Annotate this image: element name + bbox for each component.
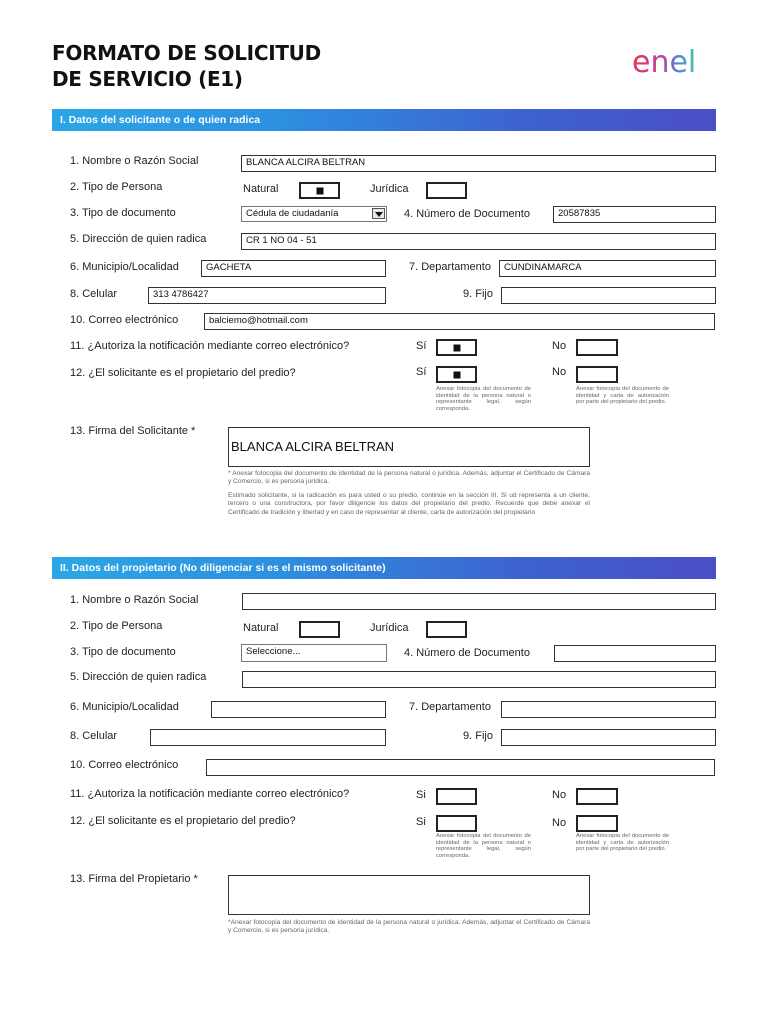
s1-note-si: Anexar fotocopia del documento de identidad de la persona natural o representante legal, según corresponda. xyxy=(436,386,531,412)
s2-celular-label: 8. Celular xyxy=(70,730,118,742)
page-title xyxy=(52,40,321,92)
s2-firma-field[interactable] xyxy=(228,875,590,915)
s1-tipo-doc-value: Cédula de ciudadanía xyxy=(246,208,339,219)
s2-celular-field[interactable] xyxy=(150,729,386,746)
s2-tipo-doc-label: 3. Tipo de documento xyxy=(70,646,176,658)
s1-firma-label: 13. Firma del Solicitante * xyxy=(70,425,196,437)
s1-propietario-no-label: No xyxy=(552,366,567,378)
section-1-header: I. Datos del solicitante o de quien radica xyxy=(52,109,716,131)
s1-autoriza-no-label: No xyxy=(552,340,567,352)
section-2-header: II. Datos del propietario (No diligenciar si es el mismo solicitante) xyxy=(52,557,716,579)
s1-departamento-label: 7. Departamento xyxy=(409,261,491,273)
s1-natural-check-mark xyxy=(316,187,323,194)
title-line-2: DE SERVICIO (E1) xyxy=(52,67,243,91)
s2-propietario-si-checkbox[interactable] xyxy=(436,815,477,832)
enel-logo xyxy=(632,44,718,83)
s1-fijo-label: 9. Fijo xyxy=(463,288,493,300)
s2-departamento-field[interactable] xyxy=(501,701,716,718)
s2-propietario-si-label: Si xyxy=(416,816,426,828)
s1-autoriza-si-checkbox[interactable] xyxy=(436,339,477,356)
s1-municipio-field[interactable]: GACHETA xyxy=(201,260,386,277)
s2-note-si: Anexar fotocopia del documento de identidad de la persona natural o representante legal, según corresponda. xyxy=(436,833,531,859)
s1-natural-checkbox[interactable] xyxy=(299,182,340,199)
s1-fijo-field[interactable] xyxy=(501,287,716,304)
s2-autoriza-si-label: Si xyxy=(416,789,426,801)
s2-tipo-doc-select[interactable]: Seleccione... xyxy=(241,644,387,662)
s1-firma-note: * Anexar fotocopia del documento de identidad de la persona natural o jurídica. Además, adjuntar el Certificado de Cámara y Comercio, si es persona jurídica. xyxy=(228,470,590,486)
s2-municipio-label: 6. Municipio/Localidad xyxy=(70,701,179,713)
s2-num-doc-label: 4. Número de Documento xyxy=(404,647,530,659)
s1-departamento-field[interactable]: CUNDINAMARCA xyxy=(499,260,716,277)
s1-celular-field[interactable]: 313 4786427 xyxy=(148,287,386,304)
s2-firma-label: 13. Firma del Propietario * xyxy=(70,873,198,885)
s1-correo-label: 10. Correo electrónico xyxy=(70,314,179,326)
s2-propietario-label: 12. ¿El solicitante es el propietario del predio? xyxy=(70,815,296,827)
title-line-1: FORMATO DE SOLICITUD xyxy=(52,41,321,65)
s1-direccion-label: 5. Dirección de quien radica xyxy=(70,233,207,245)
svg-text:enel: enel xyxy=(632,45,697,78)
s1-propietario-si-label: Sí xyxy=(416,366,427,378)
s1-natural-label: Natural xyxy=(243,183,279,195)
s1-juridica-checkbox[interactable] xyxy=(426,182,467,199)
s1-direccion-field[interactable]: CR 1 NO 04 - 51 xyxy=(241,233,716,250)
s1-firma-field[interactable]: BLANCA ALCIRA BELTRAN xyxy=(228,427,590,467)
s2-nombre-label: 1. Nombre o Razón Social xyxy=(70,594,199,606)
s2-note-no: Anexar fotocopia del documento de identidad y carta de autorización por parte del propietario del predio. xyxy=(576,833,669,853)
s1-propietario-si-mark xyxy=(453,371,460,378)
s1-estimado-note: Estimado solicitante, si la radicación es para usted o su predio, continúe en la sección III. Si ud representa a un cliente, tercero o una constructora, por favor diligencie los datos del propietario del predio. Recuerde que debe anexar el Certificado de tradición y libertad y en caso de representar al cliente, carta de autorización del propietario xyxy=(228,492,590,516)
s2-fijo-field[interactable] xyxy=(501,729,716,746)
s1-note-no: Anexar fotocopia del documento de identidad y carta de autorización por parte del propietario del predio. xyxy=(576,386,669,406)
s1-celular-label: 8. Celular xyxy=(70,288,118,300)
s2-tipo-persona-label: 2. Tipo de Persona xyxy=(70,620,163,632)
s2-nombre-field[interactable] xyxy=(242,593,716,610)
s2-autoriza-no-label: No xyxy=(552,789,567,801)
s1-municipio-label: 6. Municipio/Localidad xyxy=(70,261,179,273)
s1-num-doc-field[interactable]: 20587835 xyxy=(553,206,716,223)
s1-nombre-field[interactable]: BLANCA ALCIRA BELTRAN xyxy=(241,155,716,172)
s2-num-doc-field[interactable] xyxy=(554,645,716,662)
s1-tipo-persona-label: 2. Tipo de Persona xyxy=(70,181,163,193)
s2-departamento-label: 7. Departamento xyxy=(409,701,491,713)
s2-correo-label: 10. Correo electrónico xyxy=(70,759,179,771)
s2-propietario-no-checkbox[interactable] xyxy=(576,815,618,832)
s2-direccion-field[interactable] xyxy=(242,671,716,688)
s1-autoriza-label: 11. ¿Autoriza la notificación mediante correo electrónico? xyxy=(70,340,350,352)
s1-propietario-no-checkbox[interactable] xyxy=(576,366,618,383)
s2-natural-checkbox[interactable] xyxy=(299,621,340,638)
s1-autoriza-si-mark xyxy=(453,344,460,351)
s2-autoriza-si-checkbox[interactable] xyxy=(436,788,477,805)
s2-fijo-label: 9. Fijo xyxy=(463,730,493,742)
s2-correo-field[interactable] xyxy=(206,759,715,776)
s1-juridica-label: Jurídica xyxy=(370,183,409,195)
s1-autoriza-no-checkbox[interactable] xyxy=(576,339,618,356)
chevron-down-icon[interactable] xyxy=(372,208,385,219)
s2-juridica-label: Jurídica xyxy=(370,622,409,634)
s1-tipo-doc-select[interactable] xyxy=(241,206,387,222)
s2-autoriza-no-checkbox[interactable] xyxy=(576,788,618,805)
s2-direccion-label: 5. Dirección de quien radica xyxy=(70,671,207,683)
s2-autoriza-label: 11. ¿Autoriza la notificación mediante correo electrónico? xyxy=(70,788,350,800)
s1-autoriza-si-label: Sí xyxy=(416,340,427,352)
s1-propietario-si-checkbox[interactable] xyxy=(436,366,477,383)
s1-correo-field[interactable]: balciemo@hotmail.com xyxy=(204,313,715,330)
s1-propietario-label: 12. ¿El solicitante es el propietario del predio? xyxy=(70,367,296,379)
s1-num-doc-label: 4. Número de Documento xyxy=(404,208,530,220)
s1-nombre-label: 1. Nombre o Razón Social xyxy=(70,155,199,167)
s2-natural-label: Natural xyxy=(243,622,279,634)
s1-tipo-doc-label: 3. Tipo de documento xyxy=(70,207,176,219)
s2-propietario-no-label: No xyxy=(552,817,567,829)
s2-firma-note: *Anexar fotocopia del documento de identidad de la persona natural o jurídica. Además, adjuntar el Certificado de Cámara y Comercio, si es persona jurídica. xyxy=(228,919,590,935)
s2-juridica-checkbox[interactable] xyxy=(426,621,467,638)
s2-municipio-field[interactable] xyxy=(211,701,386,718)
